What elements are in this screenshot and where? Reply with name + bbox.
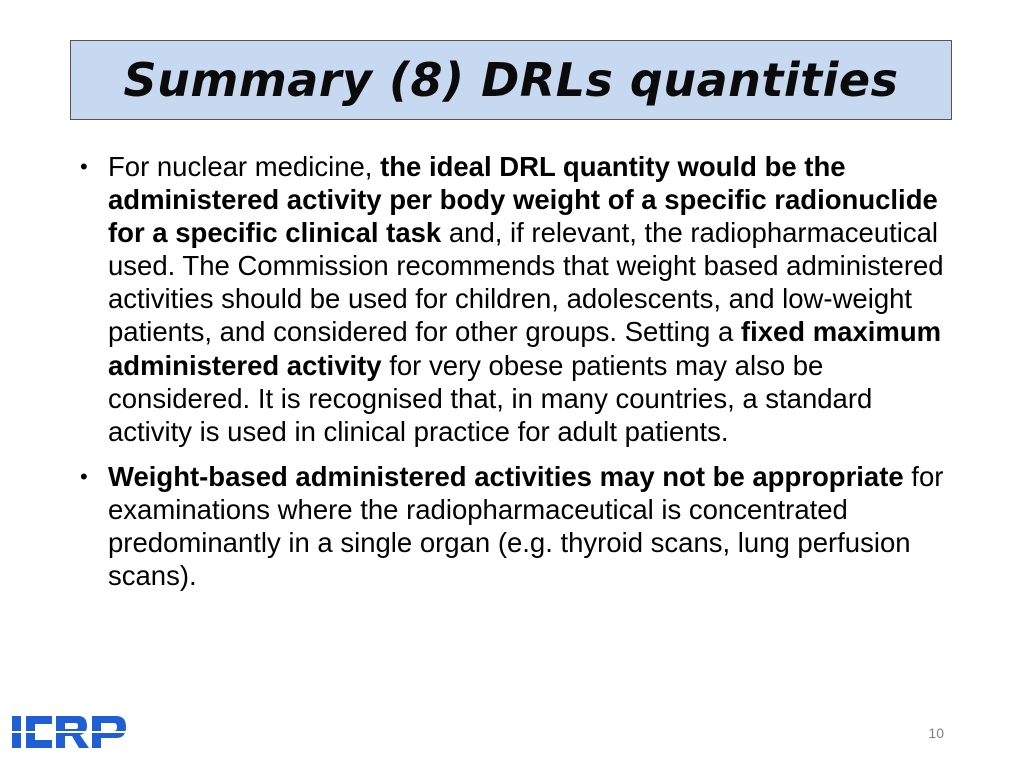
bold-text-segment: Weight-based administered activities may not be appropriate — [108, 460, 904, 492]
bullet-item — [78, 150, 958, 448]
bold-text-segment: the ideal DRL quantity would be the administered activity per body weight of a specific radionuclide for a specific clinical task — [108, 151, 938, 249]
icrp-logo-icon — [12, 714, 130, 750]
text-segment: and, if relevant, the radiopharmaceutical used. The Commission recommends that weight based administered activities should be used for children, adolescents, and low-weight patients, and considered for other groups. Setting a — [108, 217, 944, 348]
text-segment: for examinations where the radiopharmaceutical is concentrated predominantly in a single organ (e.g. thyroid scans, lung perfusion scans). — [108, 460, 944, 592]
page-number: 10 — [928, 725, 944, 741]
bullet-marker: • — [80, 154, 88, 179]
bold-text-segment: fixed maximum administered activity — [108, 316, 942, 381]
bullet-list — [78, 150, 958, 604]
text-segment: For nuclear medicine, — [108, 151, 381, 182]
text-segment: for very obese patients may also be considered. It is recognised that, in many countries, a standard activity is used in clinical practice for adult patients. — [108, 349, 873, 447]
bullet-marker: • — [80, 463, 88, 489]
bullet-text — [108, 150, 958, 448]
bullet-item — [78, 460, 958, 592]
bullet-text — [108, 460, 958, 592]
slide-title: Summary (8) DRLs quantities — [123, 53, 899, 107]
icrp-logo — [12, 714, 130, 755]
title-box — [70, 40, 952, 120]
